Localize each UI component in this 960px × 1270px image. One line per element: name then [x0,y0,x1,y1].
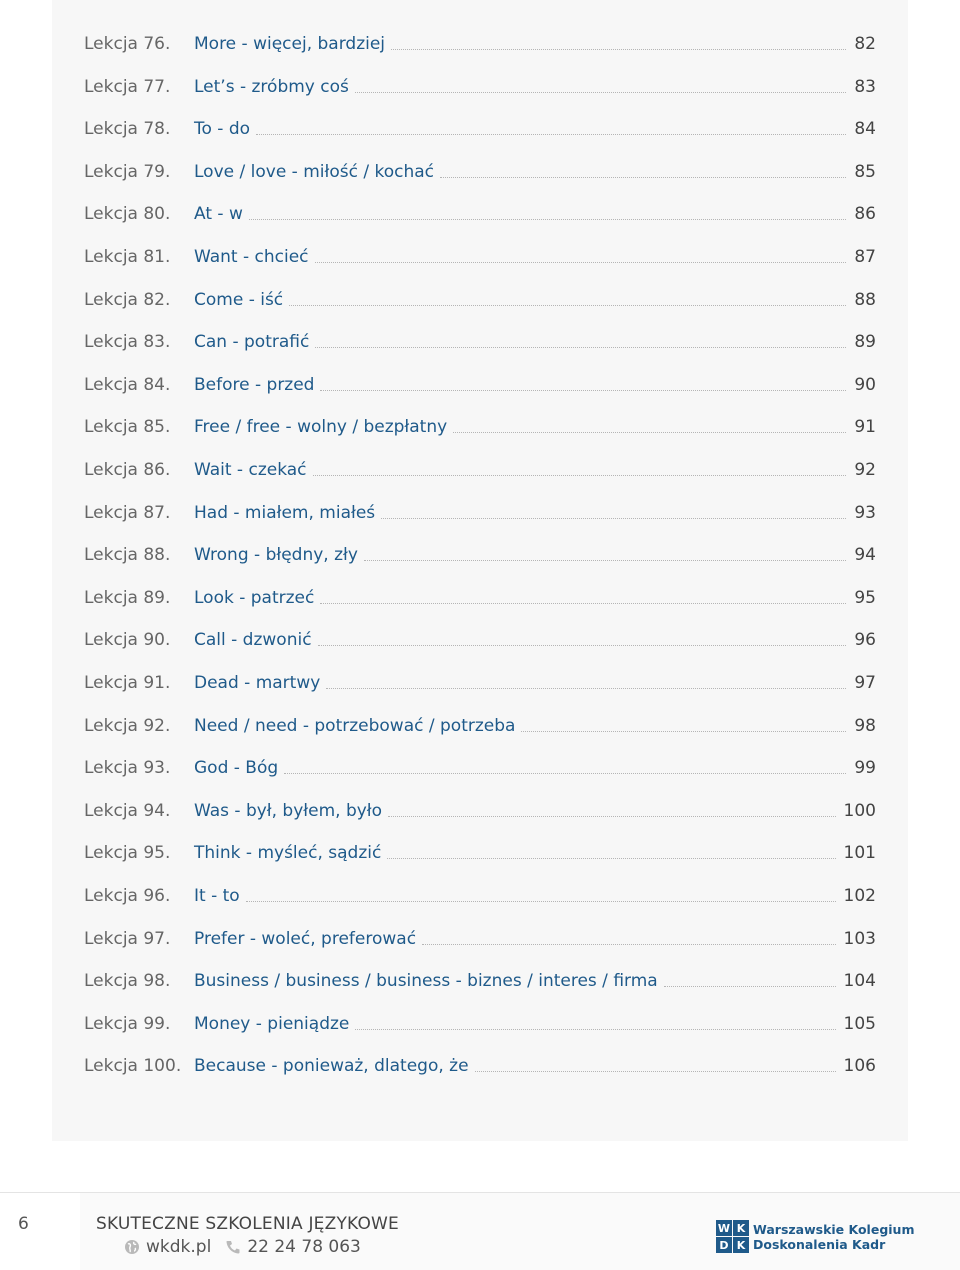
dot-leader [364,560,846,561]
dot-leader [664,986,836,987]
toc-entry[interactable] [84,365,876,395]
lesson-title[interactable]: Dead - martwy [194,673,321,693]
logo-letter: K [733,1237,749,1253]
toc-entry[interactable] [84,876,876,906]
lesson-title[interactable]: Was - był, byłem, było [194,800,383,821]
lesson-title[interactable]: At - w [194,204,243,225]
toc-entry[interactable] [84,493,876,523]
website-link[interactable]: wkdk.pl [146,1237,212,1257]
footer-page-number: 6 [18,1214,29,1234]
page-number: 98 [854,715,876,736]
lesson-number: Lekcja 87. [84,502,171,523]
lesson-number: Lekcja 85. [84,417,171,438]
logo-line-1: Warszawskie Kolegium [753,1221,915,1237]
logo-text [753,1222,914,1252]
page-number: 94 [854,545,876,566]
phone-number[interactable]: 22 24 78 063 [247,1237,361,1257]
dot-leader [453,432,846,433]
lesson-number: Lekcja 76. [84,34,171,54]
page-number: 91 [854,417,876,438]
dot-leader [315,262,847,263]
lesson-title[interactable]: Wait - czekać [194,460,307,480]
toc-entry[interactable] [84,152,876,182]
lesson-number: Lekcja 88. [84,545,171,566]
dot-leader [388,816,836,817]
page-number: 103 [843,928,876,949]
lesson-title[interactable]: Prefer - woleć, preferować [194,928,417,949]
lesson-number: Lekcja 98. [84,971,171,992]
lesson-title[interactable]: Business / business / business - biznes / interes / firma [194,971,658,992]
lesson-number: Lekcja 95. [84,843,171,864]
lesson-number: Lekcja 82. [84,289,171,310]
page-number: 101 [843,843,876,864]
lesson-title[interactable]: More - więcej, bardziej [194,34,386,54]
page-number: 105 [843,1013,876,1034]
page-number: 85 [854,161,876,182]
lesson-number: Lekcja 79. [84,161,171,182]
lesson-number: Lekcja 92. [84,715,171,736]
lesson-number: Lekcja 97. [84,928,171,949]
toc-entry[interactable] [84,1046,876,1076]
lesson-title[interactable]: Let’s - zróbmy coś [194,76,349,97]
lesson-title[interactable]: Free / free - wolny / bezpłatny [194,417,448,438]
dot-leader [246,901,836,902]
dot-leader [355,1029,835,1030]
dot-leader [326,688,846,689]
lesson-number: Lekcja 99. [84,1013,171,1034]
lesson-title[interactable]: Come - iść [194,289,284,310]
lesson-title[interactable]: Need / need - potrzebować / potrzeba [194,715,516,736]
lesson-number: Lekcja 100. [84,1056,182,1077]
dot-leader [249,219,847,220]
company-logo [716,1220,914,1253]
page-number: 99 [854,758,876,779]
toc-entry[interactable] [84,578,876,608]
lesson-number: Lekcja 81. [84,247,171,267]
lesson-number: Lekcja 84. [84,374,171,395]
lesson-title[interactable]: Can - potrafić [194,332,310,353]
dot-leader [475,1071,836,1072]
page-number: 104 [843,971,876,992]
lesson-title[interactable]: Money - pieniądze [194,1013,350,1034]
logo-mark [716,1220,749,1253]
dot-leader [320,603,846,604]
page-number: 106 [843,1056,876,1077]
dot-leader [318,645,847,646]
dot-leader [284,773,846,774]
lesson-title[interactable]: Think - myśleć, sądzić [194,843,382,864]
toc-entry[interactable] [84,535,876,565]
toc-entry[interactable] [84,109,876,139]
toc-entry[interactable] [84,407,876,437]
dot-leader [387,858,835,859]
lesson-number: Lekcja 77. [84,76,171,97]
logo-letter: K [733,1220,749,1236]
page-number: 89 [854,332,876,353]
page-number: 93 [854,502,876,523]
lesson-number: Lekcja 90. [84,630,171,651]
toc-entry[interactable] [84,1004,876,1034]
toc-entry[interactable] [84,748,876,778]
lesson-title[interactable]: Want - chcieć [194,247,309,267]
lesson-number: Lekcja 86. [84,460,171,480]
dot-leader [422,944,836,945]
page-number: 97 [854,673,876,693]
phone-icon [225,1239,241,1255]
page-number: 82 [854,34,876,54]
toc-entry[interactable] [84,663,876,693]
toc-entry[interactable] [84,67,876,97]
lesson-number: Lekcja 83. [84,332,171,353]
globe-icon [124,1239,140,1255]
toc-entry[interactable] [84,706,876,736]
footer-brand: SKUTECZNE SZKOLENIA JĘZYKOWE [96,1214,399,1234]
dot-leader [440,177,846,178]
footer-contact [124,1237,361,1257]
toc-entry[interactable] [84,280,876,310]
toc-entry[interactable] [84,237,876,267]
logo-line-2: Doskonalenia Kadr [753,1236,886,1252]
lesson-number: Lekcja 93. [84,758,171,779]
lesson-title[interactable]: Call - dzwonić [194,630,312,651]
page-number: 102 [843,886,876,906]
dot-leader [320,390,846,391]
lesson-number: Lekcja 96. [84,886,171,906]
lesson-title[interactable]: God - Bóg [194,758,279,779]
lesson-number: Lekcja 91. [84,673,171,693]
lesson-number: Lekcja 80. [84,204,171,225]
lesson-title[interactable]: Had - miałem, miałeś [194,502,376,523]
dot-leader [391,49,846,50]
page-number: 95 [854,587,876,608]
lesson-title[interactable]: Because - ponieważ, dlatego, że [194,1056,469,1077]
toc-entry[interactable] [84,919,876,949]
lesson-title[interactable]: Before - przed [194,374,315,395]
page-number: 87 [854,247,876,267]
dot-leader [381,518,846,519]
lesson-number: Lekcja 94. [84,800,171,821]
dot-leader [315,347,846,348]
toc-entry[interactable] [84,791,876,821]
toc-entry[interactable] [84,194,876,224]
page-number: 100 [843,800,876,821]
lesson-title[interactable]: Wrong - błędny, zły [194,545,358,566]
lesson-title[interactable]: Look - patrzeć [194,587,315,608]
dot-leader [521,731,846,732]
lesson-title[interactable]: To - do [194,119,251,140]
toc-entry[interactable] [84,620,876,650]
toc-entry[interactable] [84,322,876,352]
page-number: 83 [854,76,876,97]
toc-entry[interactable] [84,24,876,54]
page-number: 84 [854,119,876,140]
toc-entry[interactable] [84,833,876,863]
lesson-number: Lekcja 89. [84,587,171,608]
dot-leader [289,305,846,306]
page-number: 90 [854,374,876,395]
dot-leader [355,92,847,93]
lesson-number: Lekcja 78. [84,119,171,140]
lesson-title[interactable]: Love / love - miłość / kochać [194,161,434,182]
page-number: 96 [854,630,876,651]
logo-letter: D [716,1237,732,1253]
page-number: 88 [854,289,876,310]
page-number: 86 [854,204,876,225]
toc-entry[interactable] [84,961,876,991]
logo-letter: W [717,1221,731,1235]
dot-leader [256,134,846,135]
toc-entry[interactable] [84,450,876,480]
dot-leader [313,475,847,476]
lesson-title[interactable]: It - to [194,886,240,906]
page-number: 92 [854,460,876,480]
